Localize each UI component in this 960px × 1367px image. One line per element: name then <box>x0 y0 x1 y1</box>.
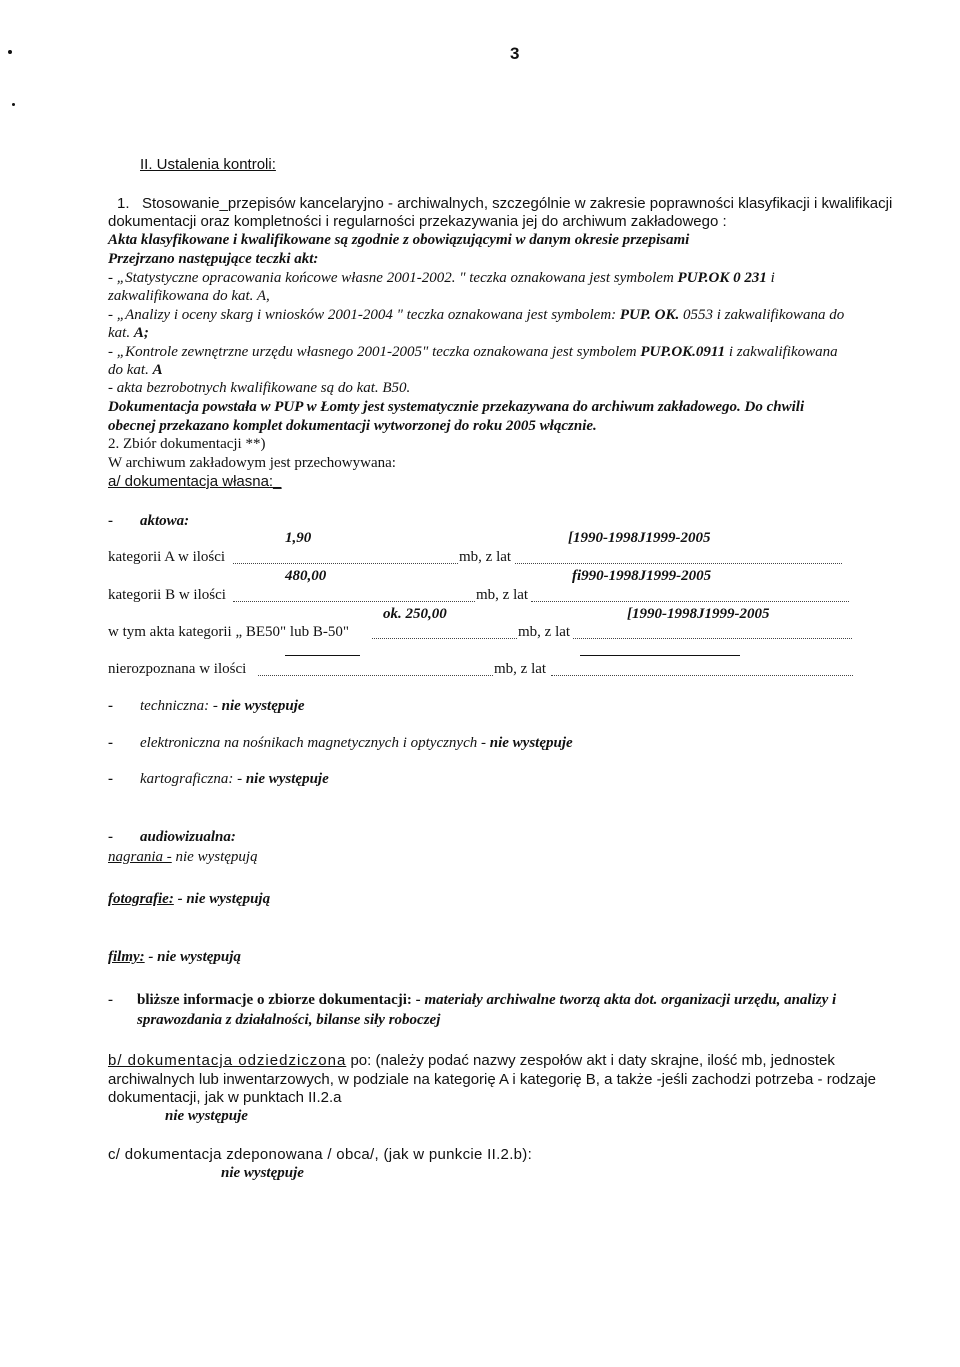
p1-line8 <box>108 325 149 342</box>
p1-line5-end: i <box>770 270 775 286</box>
cat-a-unit: mb, z lat <box>459 549 512 565</box>
item-number: 1. <box>117 195 130 212</box>
blizsze-row <box>137 992 836 1009</box>
elec-value: nie występuje <box>489 735 573 751</box>
p1-line13: obecnej przekazano komplet dokumentacji wytworzonej do roku 2005 włącznie. <box>108 418 597 434</box>
p1-line9-text: - „Kontrole zewnętrzne urzędu własnego 2001-2005" teczka oznakowana jest symbolem <box>108 344 637 360</box>
cat-a-years-fill <box>515 562 842 564</box>
karto-value: nie występuje <box>245 771 329 787</box>
p1-line9 <box>108 344 838 361</box>
cat-a-fill <box>233 562 458 564</box>
p1-line5-text: - „Statystyczne opracowania końcowe własne 2001-2002. " teczka oznakowana jest symbolem <box>108 270 674 286</box>
cat-be-fill <box>372 637 517 639</box>
p1-line4: Przejrzano następujące teczki akt: <box>108 251 319 267</box>
cat-be-years-fill <box>573 637 852 639</box>
section-heading: II. Ustalenia kontroli: <box>140 156 276 173</box>
p1-line9-symbol: PUP.OK.0911 <box>640 344 726 360</box>
cat-b-years: fi990-1998J1999-2005 <box>572 568 712 584</box>
aktowa-label: aktowa: <box>140 513 190 529</box>
p1-line10-text: do kat. <box>108 362 149 378</box>
p1-line5 <box>108 270 775 287</box>
p1-line7-end: 0553 i zakwalifikowana do <box>682 307 845 323</box>
b-text1: po: (należy podać nazwy zespołów akt i daty skrajne, ilość mb, jednostek <box>350 1052 835 1069</box>
cat-be-unit: mb, z lat <box>518 624 571 640</box>
p1-line12: Dokumentacja powstała w PUP w Łomty jest systematycznie przekazywana do archiwum zakładowego. Do chwili <box>108 399 805 415</box>
b-line3: dokumentacji, jak w punktach II.2.a <box>108 1089 342 1106</box>
filmy-row <box>108 949 241 966</box>
cat-a-years: [1990-1998J1999-2005 <box>568 530 711 546</box>
p1-line2: dokumentacji oraz kompletności i regularności przekazywania jej do archiwum zakładowego : <box>108 213 727 230</box>
audio-label: audiowizualna: <box>140 829 236 845</box>
page-number: 3 <box>510 44 520 63</box>
karto-label: kartograficzna: - <box>140 771 243 787</box>
unknown-fill <box>258 674 493 676</box>
p1-line10 <box>108 362 163 379</box>
cat-a-label: kategorii A w ilości <box>108 549 226 565</box>
filmy-value: - nie występują <box>148 949 241 965</box>
p1-line7-symbol: PUP. OK. <box>619 307 680 323</box>
aktowa-bullet: - <box>108 513 113 529</box>
p1-line5-symbol: PUP.OK 0 231 <box>677 270 767 286</box>
cat-be-label: w tym akta kategorii „ BE50" lub B-50" <box>108 624 349 640</box>
foto-value: - nie występują <box>177 891 271 907</box>
b-line1 <box>108 1052 835 1069</box>
p1-line7 <box>108 307 844 324</box>
cat-b-fill <box>233 600 475 602</box>
b-label: b/ dokumentacja odziedziczona <box>108 1052 347 1069</box>
blizsze-value2: sprawozdania z działalności, bilanse siły roboczej <box>137 1012 441 1028</box>
p1-line6: zakwalifikowana do kat. A, <box>108 288 270 304</box>
unknown-years-fill <box>551 674 853 676</box>
elec-row <box>140 735 573 752</box>
tech-value: nie występuje <box>221 698 305 714</box>
margin-dot <box>8 50 12 54</box>
p2-line1: 2. Zbiór dokumentacji **) <box>108 436 266 452</box>
p2-line3: a/ dokumentacja własna:_ <box>108 473 282 490</box>
foto-label: fotografie: <box>108 891 174 907</box>
p1-line11: - akta bezrobotnych kwalifikowane są do kat. B50. <box>108 380 411 396</box>
foto-row <box>108 891 270 908</box>
audio-bullet: - <box>108 829 113 845</box>
p1-line8-cat: A; <box>133 325 149 341</box>
cat-a-value: 1,90 <box>285 530 312 546</box>
tech-row <box>140 698 305 715</box>
blizsze-bullet: - <box>108 992 113 1008</box>
p1-line3: Akta klasyfikowane i kwalifikowane są zgodnie z obowiązującymi w danym okresie przepisami <box>108 232 690 248</box>
filmy-label: filmy: <box>108 949 145 965</box>
p1-line1: Stosowanie_przepisów kancelaryjno - archiwalnych, szczególnie w zakresie poprawności klasyfikacji i kwalifikacji <box>142 195 893 212</box>
blizsze-label: bliższe informacje o zbiorze dokumentacji: - <box>137 992 421 1008</box>
nagrania-value: nie występują <box>175 849 258 865</box>
nagrania-label: nagrania - <box>108 849 172 865</box>
p2-line2: W archiwum zakładowym jest przechowywana: <box>108 455 396 471</box>
nagrania-row <box>108 849 258 866</box>
cat-be-value: ok. 250,00 <box>383 606 447 622</box>
cat-b-unit: mb, z lat <box>476 587 529 603</box>
elec-label: elektroniczna na nośnikach magnetycznych i optycznych - <box>140 735 486 751</box>
unknown-label: nierozpoznana w ilości <box>108 661 247 677</box>
cat-b-value: 480,00 <box>285 568 327 584</box>
cat-b-label: kategorii B w ilości <box>108 587 226 603</box>
cat-b-years-fill <box>531 600 849 602</box>
c-line1: c/ dokumentacja zdeponowana / obca/, (jak w punkcie II.2.b): <box>108 1146 533 1163</box>
karto-bullet: - <box>108 771 113 787</box>
unknown-unit: mb, z lat <box>494 661 547 677</box>
p1-line9-end: i zakwalifikowana <box>728 344 838 360</box>
c-value: nie występuje <box>221 1165 304 1181</box>
tech-label: techniczna: - <box>140 698 218 714</box>
rule-mark <box>580 655 740 656</box>
rule-mark <box>285 655 360 656</box>
margin-dot <box>12 103 15 106</box>
p1-line8-text: kat. <box>108 325 131 341</box>
tech-bullet: - <box>108 698 113 714</box>
b-value: nie występuje <box>165 1108 248 1124</box>
p1-line7-text: - „Analizy i oceny skarg i wniosków 2001-2004 " teczka oznakowana jest symbolem: <box>108 307 617 323</box>
b-line2: archiwalnych lub inwentarzowych, w podziale na kategorię A i kategorię B, a także -jeśli zachodzi potrzeba - rodzaje <box>108 1071 876 1088</box>
cat-be-years: [1990-1998J1999-2005 <box>627 606 770 622</box>
karto-row <box>140 771 329 788</box>
elec-bullet: - <box>108 735 113 751</box>
p1-line10-cat: A <box>152 362 163 378</box>
blizsze-value1: materiały archiwalne tworzą akta dot. organizacji urzędu, analizy i <box>424 992 837 1008</box>
